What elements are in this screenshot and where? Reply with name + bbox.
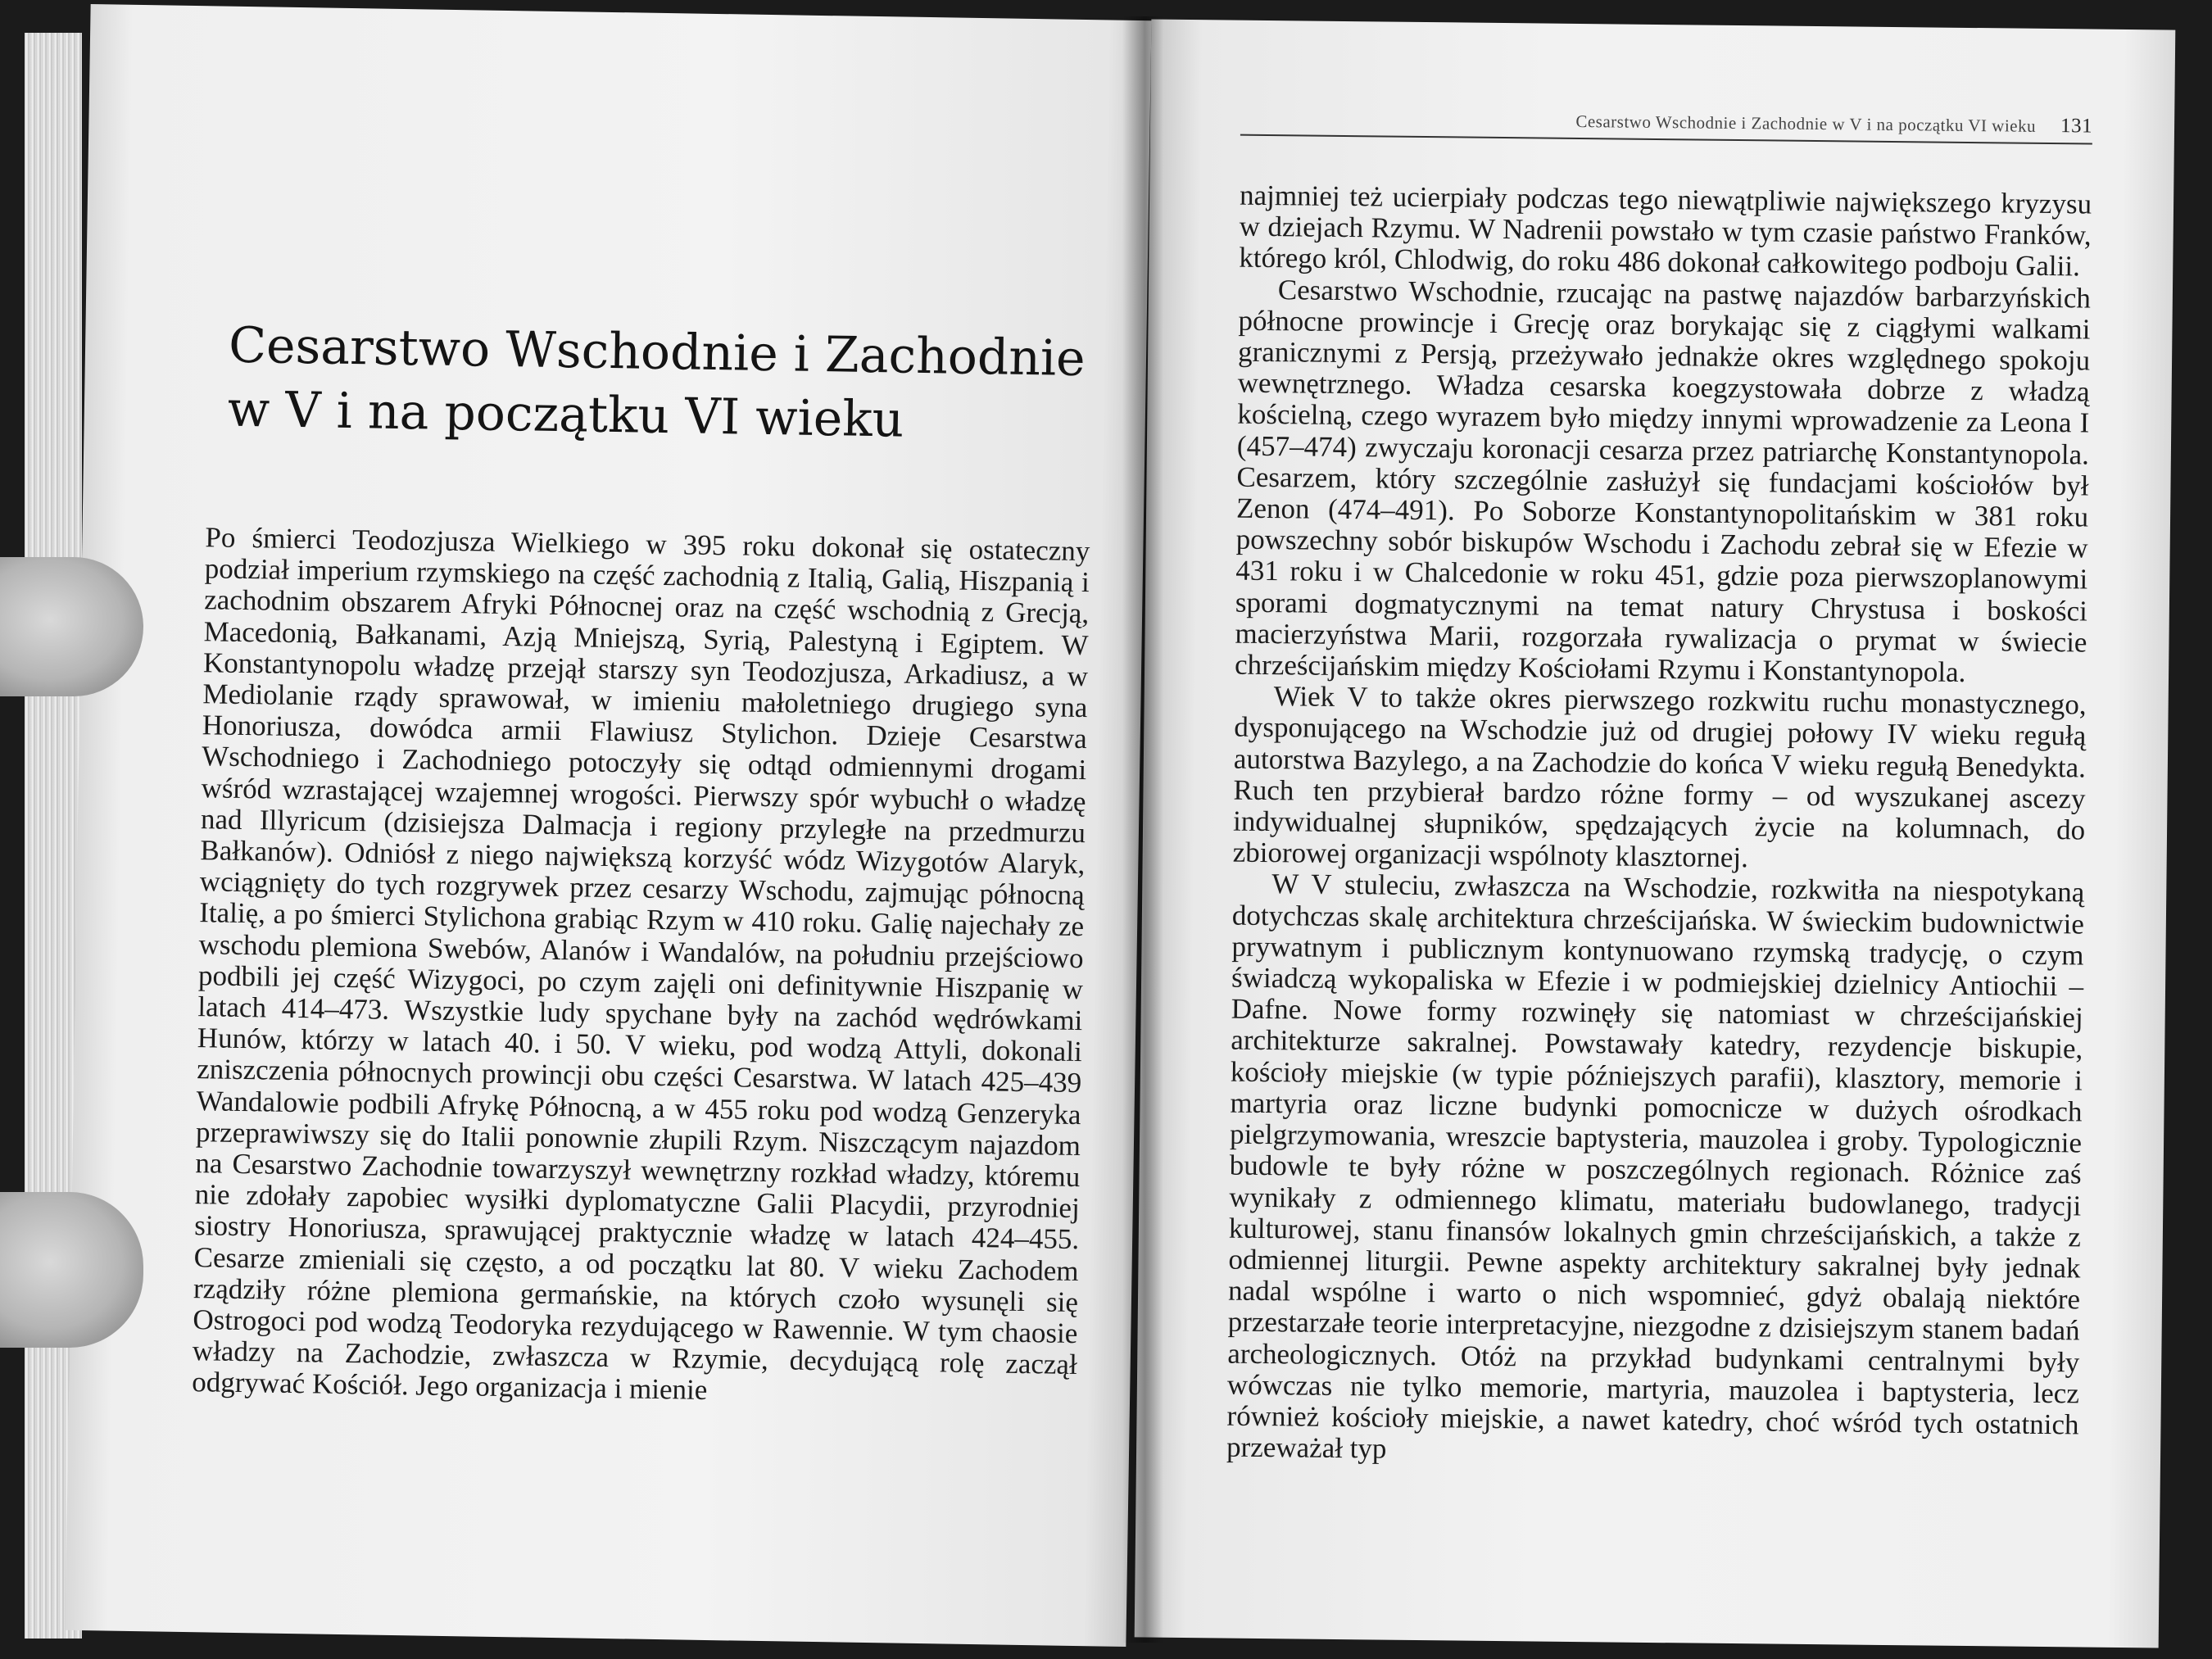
paragraph: Po śmierci Teodozjusza Wielkiego w 395 roku dokonał się ostateczny podział imperium rzymskiego na część zachodnią z Italią, Galią, Hiszpanią i zachodnim obszarem Afryki Północnej oraz na część wschodnią z Grecją, Macedonią, Bałkanami, Azją Mniejszą, Syrią, Palestyną i Egiptem. W Konstantynopolu władzę przejął starszy syn Teodozjusza, Arkadiusz, a w Mediolanie rządy sprawował, w imieniu małoletniego drugiego syna Honoriusza, dowódca armii Flawiusz Stylichon. Dzieje Cesarstwa Wschodniego i Zachodniego potoczyły się odtąd odmiennymi drogami wśród wzrastającej wzajemnej wrogości. Pierwszy spór wybuchł o władzę nad Illyricum (dzisiejsza Dalmacja i regiony przyległe na przedmurzu Bałkanów). Odniósł z niego największą korzyść wódz Wizygotów Alaryk, wciągnięty do tych rozgrywek przez cesarzy Wschodu, zajmując północną Italię, a po śmierci Stylichona grabiąc Rzym w 410 roku. Galię najechały ze wschodu plemiona Swebów, Alanów i Wandalów, na południu przejściowo podbili jej część Wizygoci, po czym zajęli oni definitywnie Hiszpanię w latach 414–473. Wszystkie ludy spychane były na zachód wędrówkami Hunów, którzy w latach 40. i 50. V wieku, pod wodzą Attyli, dokonali zniszczenia północnych prowincji obu części Cesarstwa. W latach 425–439 Wandalowie podbili Afrykę Północną, a w 455 roku pod wodzą Genzeryka przeprawiwszy się do Italii ponownie złupili Rzym. Niszczącym najazdom na Cesarstwo Zachodnie towarzyszył wewnętrzny rozkład władzy, któremu nie zdołały zapobiec wysiłki dyplomatyczne Galii Placydii, przyrodniej siostry Honoriusza, sprawującej praktycznie władzę w latach 424–455. Cesarze zmieniali się często, a od początku lat 80. V wieku Zachodem rządziły różne plemiona germańskie, na których czoło wysunęli się Ostrogoci pod wodzą Teodoryka rezydującego w Rawennie. W tym chaosie władzy na Zachodzie, zwłaszcza w Rzymie, decydującą rolę zaczął odgrywać Kościół. Jego organizacja i mienie <box>191 521 1090 1407</box>
page-number: 131 <box>2060 115 2093 138</box>
right-page-body <box>1226 180 2092 1472</box>
left-page-body <box>192 522 1090 1412</box>
running-head <box>1240 107 2092 145</box>
book-spine-shadow <box>1122 16 1163 1643</box>
right-page <box>1135 20 2176 1648</box>
chapter-title <box>227 314 1113 456</box>
paragraph: Wiek V to także okres pierwszego rozkwitu ruchu monastycznego, dysponującego na Wschodzie już od drugiej połowy IV wieku regułą autorstwa Bazylego, a na Zachodzie do końca V wieku regułą Benedykta. Ruch ten przybierał bardzo różne formy – od wyszukanej ascezy indywidualnej słupników, spędzających życie na kolumnach, do zbiorowej organizacji wspólnoty klasztornej. <box>1232 680 2087 874</box>
paragraph: Cesarstwo Wschodnie, rzucając na pastwę najazdów barbarzyńskich północne prowincje i Grecję oraz borykając się z ciągłymi walkami granicznymi z Persją, przeżywało jednakże okres względnego spokoju wewnętrznego. Władza cesarska koegzystowała dobrze z władzą kościelną, czego wyrazem było między innymi wprowadzenie za Leona I (457–474) zwyczaju koronacji cesarza przez patriarchę Konstantynopola. Cesarzem, który szczególnie zasłużył się fundacjami kościołów był Zenon (474–491). Po Soborze Konstantynopolitańskim w 381 roku powszechny sobór biskupów Wschodu i Zachodu zebrał się w Efezie w 431 roku i w Chalcedonie w roku 451, gdzie poza pierwszoplanowymi sporami dogmatycznymi na temat natury Chrystusa i boskości macierzyństwa Marii, rozgorzała rywalizacja o prymat w świecie chrześcijańskim między Kościołami Rzymu i Konstantynopola. <box>1234 273 2092 689</box>
thumb-upper <box>0 557 143 696</box>
paragraph: najmniej też ucierpiały podczas tego niewątpliwie największego kryzysu w dziejach Rzymu. W Nadrenii powstało w tym czasie państwo Franków, którego król, Chlodwig, do roku 486 dokonał całkowitego podboju Galii. <box>1239 179 2092 283</box>
chapter-title-line: w V i na początku VI wieku <box>227 380 904 449</box>
paragraph: W V stuleciu, zwłaszcza na Wschodzie, rozkwitła na niespotykaną dotychczas skalę architektura chrześcijańska. W świeckim budownictwie prywatnym i publicznym kontynuowano rzymską tradycję, o czym świadczą wykopaliska w Efezie i w podmiejskiej dzielnicy Antiochii – Dafne. Nowe formy rozwinęły się natomiast w chrześcijańskiej architekturze sakralnej. Powstawały katedry, rezydencje biskupie, kościoły miejskie (w typie późniejszych parafii), klasztory, memorie i martyria oraz liczne budynki pomocnicze w dużych ośrodkach pielgrzymowania, wreszcie baptysteria, mauzolea i groby. Typologicznie budowle te były różne w poszczególnych regionach. Różnice zaś wynikały z odmiennego klimatu, materiału budowlanego, tradycji kulturowej, stanu finansów lokalnych gmin chrześcijańskich, a także z odmiennej liturgii. Pewne aspekty architektury sakralnej były jednak nadal wspólne i warto o nich wspomnieć, gdyż obalają niektóre przestarzałe teorie interpretacyjne, niezgodne z dzisiejszym stanem badań archeologicznych. Otóż na przykład budynkami centralnymi były wówczas nie tylko memorie, martyria, mauzolea i baptysteria, lecz również kościoły miejskie, a nawet katedry, choć wśród tych ostatnich przeważał typ <box>1226 868 2085 1465</box>
thumb-lower <box>0 1192 143 1348</box>
chapter-title-line: Cesarstwo Wschodnie i Zachodnie <box>228 316 1086 388</box>
running-head-title: Cesarstwo Wschodnie i Zachodnie w V i na początku VI wieku <box>1575 111 2037 136</box>
left-page <box>65 4 1151 1647</box>
